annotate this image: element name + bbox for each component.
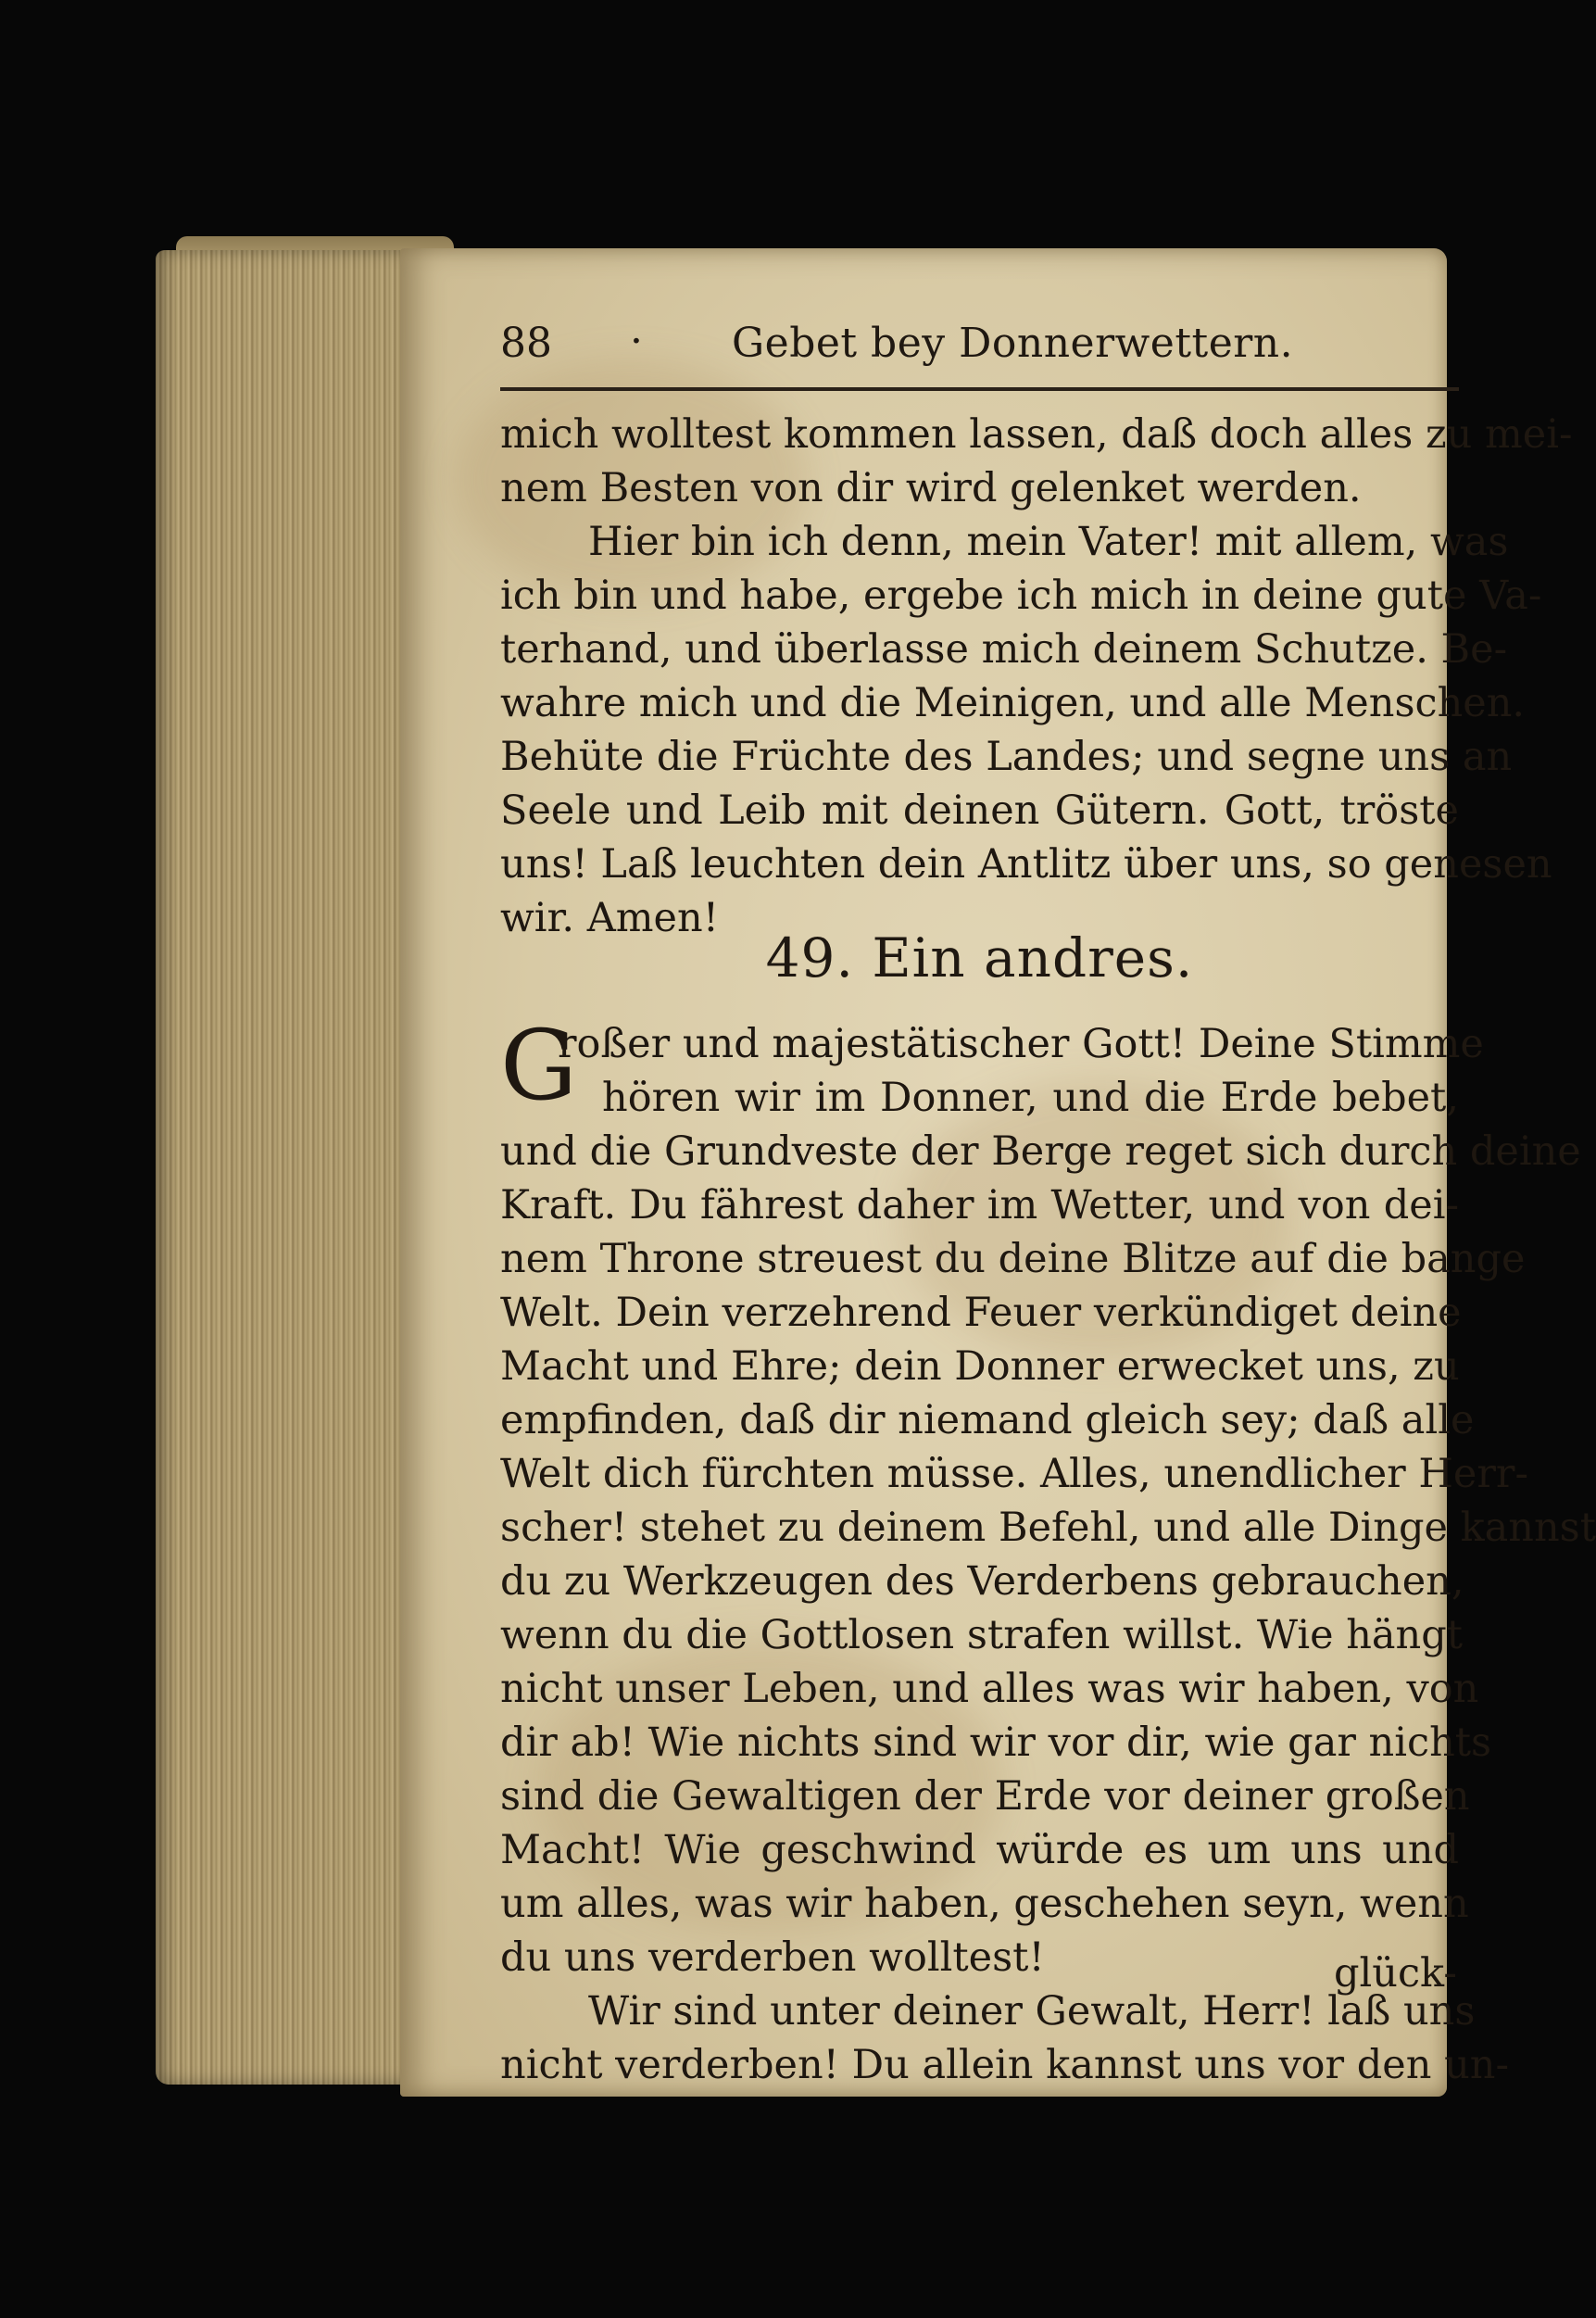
text-line: um alles, was wir haben, geschehen seyn, wenn (500, 1881, 1469, 1927)
running-head: Gebet bey Donnerwettern. (732, 320, 1294, 367)
page-number: 88 (500, 320, 552, 367)
text-line: nicht verderben! Du allein kannst uns vor den un- (500, 2042, 1510, 2088)
text-line: Seele und Leib mit deinen Gütern. Gott, tröste (500, 787, 1459, 834)
text-line: wahre mich und die Meinigen, und alle Menschen. (500, 680, 1526, 726)
text-line: du uns verderben wolltest! (500, 1934, 1045, 1981)
header-rule (500, 387, 1459, 391)
text-line: Hier bin ich denn, mein Vater! mit allem, was (588, 519, 1509, 565)
text-line: und die Grundveste der Berge reget sich durch deine (500, 1128, 1581, 1175)
text-line: mich wolltest kommen lassen, daß doch alles zu mei- (500, 411, 1573, 458)
intro-paragraphs (500, 408, 1573, 945)
text-line: hören wir im Donner, und die Erde bebet, (602, 1075, 1459, 1121)
text-line: nem Besten von dir wird gelenket werden. (500, 465, 1362, 511)
text-line: Macht! Wie geschwind würde es um uns und (500, 1827, 1459, 1873)
header-separator: · (630, 318, 643, 365)
text-line: nem Throne streuest du deine Blitze auf die bange (500, 1236, 1526, 1282)
text-line: Kraft. Du fährest daher im Wetter, und von dei- (500, 1182, 1459, 1228)
catchword: glück- (1334, 1950, 1457, 1997)
text-line: wenn du die Gottlosen strafen willst. Wie hängt (500, 1612, 1464, 1658)
text-line: wir. Amen! (500, 895, 719, 941)
text-line: roßer und majestätischer Gott! Deine Stimme (558, 1021, 1484, 1067)
prayer-text (500, 1017, 1596, 2092)
text-line: scher! stehet zu deinem Befehl, und alle Dinge kannst (500, 1505, 1596, 1551)
text-line: Wir sind unter deiner Gewalt, Herr! laß uns (588, 1988, 1476, 2035)
text-line: Macht und Ehre; dein Donner erwecket uns, zu (500, 1343, 1460, 1390)
text-line: du zu Werkzeugen des Verderbens gebrauchen, (500, 1558, 1464, 1605)
section-title: 49. Ein andres. (765, 926, 1194, 989)
text-line: uns! Laß leuchten dein Antlitz über uns, so genesen (500, 841, 1552, 888)
text-line: Welt. Dein verzehrend Feuer verkündiget deine (500, 1290, 1462, 1336)
text-line: terhand, und überlasse mich deinem Schutze. Be- (500, 626, 1508, 673)
drop-cap-initial: G (500, 1009, 578, 1122)
text-line: Welt dich fürchten müsse. Alles, unendlicher Herr- (500, 1451, 1528, 1497)
text-line: nicht unser Leben, und alles was wir haben, von (500, 1666, 1479, 1712)
text-line: sind die Gewaltigen der Erde vor deiner großen (500, 1773, 1470, 1820)
text-line: Behüte die Früchte des Landes; und segne uns an (500, 734, 1513, 780)
book-block-page-edges (156, 250, 424, 2085)
text-line: ich bin und habe, ergebe ich mich in deine gute Va- (500, 573, 1542, 619)
text-line: empfinden, daß dir niemand gleich sey; daß alle (500, 1397, 1475, 1443)
page-header (500, 320, 1426, 384)
text-line: dir ab! Wie nichts sind wir vor dir, wie gar nichts (500, 1720, 1492, 1766)
